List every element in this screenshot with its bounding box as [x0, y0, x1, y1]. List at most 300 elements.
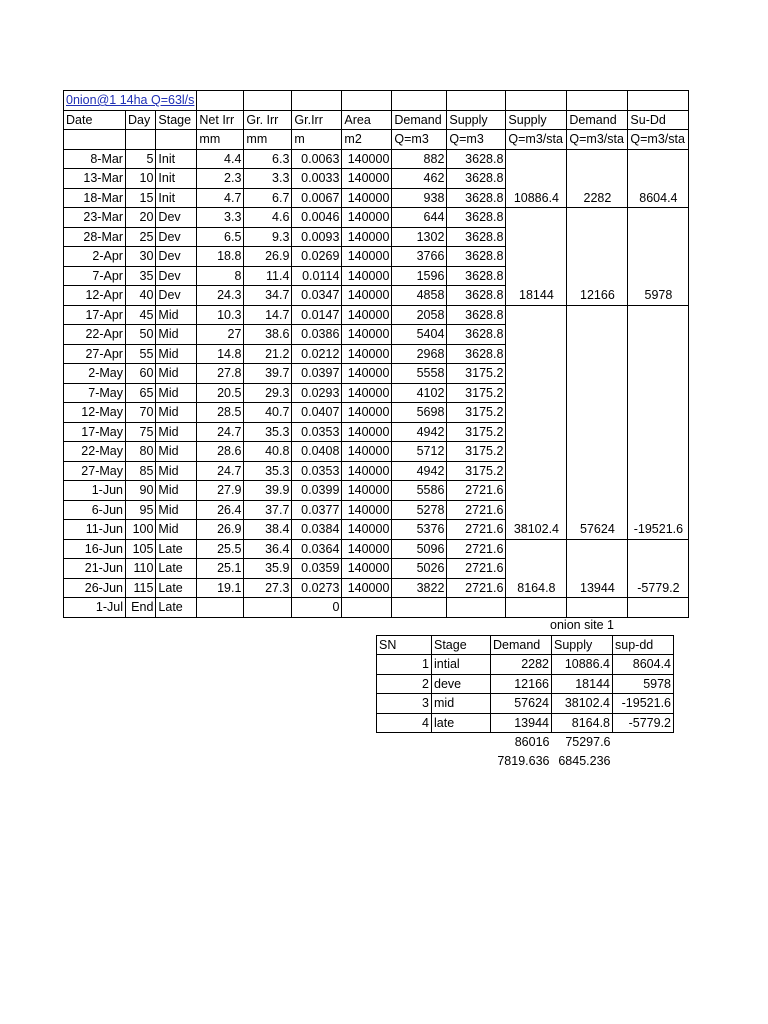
data-cell: 14.8 [197, 344, 244, 364]
data-cell: 3175.2 [447, 383, 506, 403]
data-cell: 5278 [392, 500, 447, 520]
data-cell: 3766 [392, 247, 447, 267]
data-cell: 140000 [342, 344, 392, 364]
summary-cell: intial [432, 655, 491, 675]
empty-cell [447, 91, 506, 111]
data-cell: 55 [125, 344, 155, 364]
data-cell: 2058 [392, 305, 447, 325]
data-cell: 1302 [392, 227, 447, 247]
data-cell: Mid [156, 344, 197, 364]
data-cell: 5698 [392, 403, 447, 423]
empty-cell [244, 91, 292, 111]
data-cell: 3.3 [197, 208, 244, 228]
summary-row [377, 674, 674, 694]
data-cell: 3822 [392, 578, 447, 598]
data-cell: 140000 [342, 227, 392, 247]
data-cell: Mid [156, 305, 197, 325]
data-cell: 10.3 [197, 305, 244, 325]
data-cell: 5096 [392, 539, 447, 559]
data-cell: 1-Jun [64, 481, 126, 501]
data-cell: 90 [125, 481, 155, 501]
data-cell: 35.9 [244, 559, 292, 579]
data-cell: 110 [125, 559, 155, 579]
data-cell: 2721.6 [447, 481, 506, 501]
data-cell: 17-May [64, 422, 126, 442]
data-cell: 0 [292, 598, 342, 618]
data-cell: 0.0063 [292, 149, 342, 169]
summary-cell: mid [432, 694, 491, 714]
summary-header: Demand [491, 635, 552, 655]
unit-cell: Q=m3 [447, 130, 506, 150]
data-cell: 0.0347 [292, 286, 342, 306]
data-cell: 3628.8 [447, 169, 506, 189]
data-cell: 11.4 [244, 266, 292, 286]
data-cell: 140000 [342, 559, 392, 579]
data-cell: Late [156, 559, 197, 579]
data-cell: 140000 [342, 169, 392, 189]
data-cell: 12-Apr [64, 286, 126, 306]
column-header: Demand [392, 110, 447, 130]
irrigation-table [63, 90, 689, 618]
data-cell: 24.7 [197, 422, 244, 442]
sheet-title [64, 91, 197, 111]
stage-demand-total: 13944 [567, 539, 628, 598]
summary-cell: 13944 [491, 713, 552, 733]
data-cell: 0.0384 [292, 520, 342, 540]
data-cell: 20 [125, 208, 155, 228]
data-cell: 65 [125, 383, 155, 403]
data-cell: 0.0114 [292, 266, 342, 286]
data-cell: 2721.6 [447, 500, 506, 520]
data-cell: 4942 [392, 422, 447, 442]
data-cell: 50 [125, 325, 155, 345]
data-cell: 140000 [342, 305, 392, 325]
data-cell: 6.3 [244, 149, 292, 169]
data-cell: 4.4 [197, 149, 244, 169]
unit-cell: mm [197, 130, 244, 150]
data-cell: Mid [156, 403, 197, 423]
data-cell: Dev [156, 227, 197, 247]
data-cell: 26.4 [197, 500, 244, 520]
data-cell: 40 [125, 286, 155, 306]
empty-cell [377, 733, 491, 752]
data-cell: 27.8 [197, 364, 244, 384]
column-header: Gr.Irr [292, 110, 342, 130]
unit-cell: Q=m3/sta [567, 130, 628, 150]
data-cell: 26-Jun [64, 578, 126, 598]
unit-cell: Q=m3/sta [506, 130, 567, 150]
data-cell: 8-Mar [64, 149, 126, 169]
data-cell: Dev [156, 247, 197, 267]
data-cell: Mid [156, 442, 197, 462]
data-cell: 140000 [342, 422, 392, 442]
summary-cell: 8164.8 [552, 713, 613, 733]
summary-cell: 2 [377, 674, 432, 694]
data-cell: 3175.2 [447, 422, 506, 442]
data-cell: 35 [125, 266, 155, 286]
data-cell: 27.3 [244, 578, 292, 598]
data-cell: 3628.8 [447, 286, 506, 306]
data-cell: 0.0273 [292, 578, 342, 598]
data-cell: 25 [125, 227, 155, 247]
data-cell: 0.0046 [292, 208, 342, 228]
data-cell: 40.7 [244, 403, 292, 423]
table-row [64, 539, 689, 559]
empty-cell [628, 91, 689, 111]
summary-row [377, 655, 674, 675]
sheet-title-link[interactable]: 0nion@1 14ha Q=63l/s [66, 93, 195, 107]
data-cell [244, 598, 292, 618]
data-cell: 3628.8 [447, 266, 506, 286]
summary-table [376, 616, 674, 770]
data-cell: 140000 [342, 188, 392, 208]
data-cell: 3628.8 [447, 344, 506, 364]
data-cell: 26.9 [244, 247, 292, 267]
data-cell: 140000 [342, 461, 392, 481]
summary-cell: 38102.4 [552, 694, 613, 714]
summary-cell: deve [432, 674, 491, 694]
data-cell: 2-May [64, 364, 126, 384]
data-cell: 70 [125, 403, 155, 423]
data-cell: 29.3 [244, 383, 292, 403]
column-header: Demand [567, 110, 628, 130]
summary-average: 6845.236 [558, 753, 611, 768]
data-cell: 6-Jun [64, 500, 126, 520]
data-cell: 1596 [392, 266, 447, 286]
data-cell: 0.0353 [292, 461, 342, 481]
data-cell: 2721.6 [447, 578, 506, 598]
data-cell: 0.0359 [292, 559, 342, 579]
summary-total-row [377, 733, 674, 752]
data-cell: Init [156, 169, 197, 189]
data-cell: Mid [156, 461, 197, 481]
data-cell: 3628.8 [447, 188, 506, 208]
stage-demand-total: 12166 [567, 208, 628, 306]
stage-supply-total: 38102.4 [506, 305, 567, 539]
column-header: Su-Dd [628, 110, 689, 130]
data-cell: Init [156, 149, 197, 169]
data-cell: 0.0408 [292, 442, 342, 462]
data-cell: 8 [197, 266, 244, 286]
data-cell: 0.0399 [292, 481, 342, 501]
data-cell: 3175.2 [447, 461, 506, 481]
data-cell: 5558 [392, 364, 447, 384]
data-cell: 35.3 [244, 422, 292, 442]
data-cell: 12-May [64, 403, 126, 423]
data-cell: 21-Jun [64, 559, 126, 579]
data-cell: Dev [156, 208, 197, 228]
summary-cell: late [432, 713, 491, 733]
data-cell: Mid [156, 500, 197, 520]
data-cell: 38.6 [244, 325, 292, 345]
empty-cell [377, 616, 491, 635]
summary-average-row [377, 752, 674, 771]
unit-cell [64, 130, 126, 150]
data-cell: 0.0033 [292, 169, 342, 189]
data-cell: 25.5 [197, 539, 244, 559]
data-cell: 0.0386 [292, 325, 342, 345]
data-cell: 20.5 [197, 383, 244, 403]
data-cell [197, 598, 244, 618]
data-cell: Late [156, 578, 197, 598]
stage-surplus-deficit: -5779.2 [628, 539, 689, 598]
data-cell: 4942 [392, 461, 447, 481]
data-cell: 85 [125, 461, 155, 481]
data-cell: Mid [156, 325, 197, 345]
summary-header: Stage [432, 635, 491, 655]
data-cell: 23-Mar [64, 208, 126, 228]
empty-cell [506, 91, 567, 111]
data-cell: 3628.8 [447, 227, 506, 247]
data-cell: 4102 [392, 383, 447, 403]
data-cell: 39.7 [244, 364, 292, 384]
data-cell: 75 [125, 422, 155, 442]
data-cell: 140000 [342, 578, 392, 598]
summary-cell: -5779.2 [613, 713, 674, 733]
data-cell: 28.5 [197, 403, 244, 423]
table-row [64, 305, 689, 325]
data-cell: 2.3 [197, 169, 244, 189]
data-cell: 2721.6 [447, 559, 506, 579]
data-cell: 4.7 [197, 188, 244, 208]
summary-cell: 12166 [491, 674, 552, 694]
summary-header-row [377, 635, 674, 655]
empty-cell [567, 91, 628, 111]
data-cell: 27-Apr [64, 344, 126, 364]
data-cell: 882 [392, 149, 447, 169]
data-cell: Mid [156, 520, 197, 540]
data-cell: 24.3 [197, 286, 244, 306]
summary-cell: 5978 [613, 674, 674, 694]
data-cell: 3628.8 [447, 305, 506, 325]
data-cell: 7-May [64, 383, 126, 403]
empty-cell [567, 598, 628, 618]
stage-supply-total: 18144 [506, 208, 567, 306]
data-cell: 3.3 [244, 169, 292, 189]
stage-supply-total: 8164.8 [506, 539, 567, 598]
data-cell: 30 [125, 247, 155, 267]
data-cell: 36.4 [244, 539, 292, 559]
stage-surplus-deficit: 5978 [628, 208, 689, 306]
summary-header: Supply [552, 635, 613, 655]
data-cell: 3628.8 [447, 149, 506, 169]
data-cell: 5712 [392, 442, 447, 462]
data-cell: 38.4 [244, 520, 292, 540]
stage-supply-total: 10886.4 [506, 149, 567, 208]
data-cell: 0.0353 [292, 422, 342, 442]
table-row [64, 149, 689, 169]
data-cell: 115 [125, 578, 155, 598]
data-cell: 3175.2 [447, 403, 506, 423]
column-header: Date [64, 110, 126, 130]
data-cell: 3175.2 [447, 364, 506, 384]
data-cell: End [125, 598, 155, 618]
empty-cell [377, 752, 491, 771]
data-cell: 45 [125, 305, 155, 325]
data-cell: 0.0397 [292, 364, 342, 384]
summary-total: 86016 [514, 735, 550, 749]
data-cell: 0.0293 [292, 383, 342, 403]
table-row [64, 208, 689, 228]
summary-row [377, 713, 674, 733]
data-cell: 0.0269 [292, 247, 342, 267]
data-cell [392, 598, 447, 618]
data-cell: 0.0212 [292, 344, 342, 364]
data-cell: 4.6 [244, 208, 292, 228]
data-cell: 9.3 [244, 227, 292, 247]
data-cell: 140000 [342, 208, 392, 228]
data-cell: 37.7 [244, 500, 292, 520]
data-cell [342, 598, 392, 618]
data-cell: 462 [392, 169, 447, 189]
summary-average: 7819.636 [497, 753, 550, 768]
summary-title: onion site 1 [550, 618, 614, 632]
data-cell: 39.9 [244, 481, 292, 501]
data-cell: 140000 [342, 247, 392, 267]
empty-cell [292, 91, 342, 111]
data-cell: 0.0067 [292, 188, 342, 208]
stage-surplus-deficit: -19521.6 [628, 305, 689, 539]
summary-cell: 57624 [491, 694, 552, 714]
data-cell: 100 [125, 520, 155, 540]
data-cell: Mid [156, 364, 197, 384]
data-cell: 80 [125, 442, 155, 462]
data-cell: 5 [125, 149, 155, 169]
unit-cell: m [292, 130, 342, 150]
summary-cell: -19521.6 [613, 694, 674, 714]
data-cell: 26.9 [197, 520, 244, 540]
data-cell: 0.0147 [292, 305, 342, 325]
data-cell: 140000 [342, 383, 392, 403]
data-cell: 140000 [342, 364, 392, 384]
data-cell: Mid [156, 422, 197, 442]
data-cell: 19.1 [197, 578, 244, 598]
stage-surplus-deficit: 8604.4 [628, 149, 689, 208]
data-cell: 5404 [392, 325, 447, 345]
data-cell: 140000 [342, 500, 392, 520]
summary-cell: 1 [377, 655, 432, 675]
data-cell: 1-Jul [64, 598, 126, 618]
data-cell: 40.8 [244, 442, 292, 462]
data-cell: 28-Mar [64, 227, 126, 247]
data-cell: Mid [156, 481, 197, 501]
data-cell: 28.6 [197, 442, 244, 462]
data-cell: 25.1 [197, 559, 244, 579]
data-cell: 3628.8 [447, 247, 506, 267]
data-cell: 3175.2 [447, 442, 506, 462]
data-cell: 140000 [342, 481, 392, 501]
data-cell: 13-Mar [64, 169, 126, 189]
data-cell: 0.0407 [292, 403, 342, 423]
data-cell: 140000 [342, 442, 392, 462]
data-cell: 140000 [342, 266, 392, 286]
data-cell: 15 [125, 188, 155, 208]
data-cell: 11-Jun [64, 520, 126, 540]
data-cell: 140000 [342, 539, 392, 559]
stage-demand-total: 2282 [567, 149, 628, 208]
data-cell: Dev [156, 266, 197, 286]
data-cell: 34.7 [244, 286, 292, 306]
data-cell: 17-Apr [64, 305, 126, 325]
unit-cell: Q=m3/sta [628, 130, 689, 150]
data-cell: Mid [156, 383, 197, 403]
data-cell: Late [156, 539, 197, 559]
summary-cell: 18144 [552, 674, 613, 694]
data-cell: 4858 [392, 286, 447, 306]
data-cell: 2-Apr [64, 247, 126, 267]
data-cell: 27.9 [197, 481, 244, 501]
data-cell: 2968 [392, 344, 447, 364]
empty-cell [392, 91, 447, 111]
data-cell: 14.7 [244, 305, 292, 325]
data-cell: 140000 [342, 325, 392, 345]
column-header: Day [125, 110, 155, 130]
data-cell: 2721.6 [447, 520, 506, 540]
unit-cell: mm [244, 130, 292, 150]
header-row [64, 110, 689, 130]
data-cell: 27-May [64, 461, 126, 481]
summary-cell: 2282 [491, 655, 552, 675]
empty-cell [613, 733, 674, 752]
data-cell: 22-May [64, 442, 126, 462]
data-cell: Late [156, 598, 197, 618]
data-cell: 0.0364 [292, 539, 342, 559]
data-cell: 24.7 [197, 461, 244, 481]
data-cell: 0.0093 [292, 227, 342, 247]
empty-cell [197, 91, 244, 111]
data-cell: 140000 [342, 149, 392, 169]
data-cell: 140000 [342, 520, 392, 540]
data-cell: 16-Jun [64, 539, 126, 559]
table-row [64, 598, 689, 618]
data-cell: 18-Mar [64, 188, 126, 208]
summary-cell: 10886.4 [552, 655, 613, 675]
unit-cell: m2 [342, 130, 392, 150]
data-cell: 5026 [392, 559, 447, 579]
units-row [64, 130, 689, 150]
column-header: Net Irr [197, 110, 244, 130]
summary-title-row [377, 616, 674, 635]
data-cell: 95 [125, 500, 155, 520]
column-header: Gr. Irr [244, 110, 292, 130]
data-cell: 18.8 [197, 247, 244, 267]
data-cell: 140000 [342, 286, 392, 306]
data-cell: 7-Apr [64, 266, 126, 286]
unit-cell: Q=m3 [392, 130, 447, 150]
empty-cell [506, 598, 567, 618]
data-cell: 60 [125, 364, 155, 384]
data-cell: 5586 [392, 481, 447, 501]
summary-cell: 4 [377, 713, 432, 733]
summary-cell: 3 [377, 694, 432, 714]
data-cell: 27 [197, 325, 244, 345]
summary-total: 75297.6 [565, 735, 611, 749]
data-cell: 3628.8 [447, 208, 506, 228]
empty-cell [342, 91, 392, 111]
data-cell: 938 [392, 188, 447, 208]
data-cell: 21.2 [244, 344, 292, 364]
data-cell: Dev [156, 286, 197, 306]
stage-demand-total: 57624 [567, 305, 628, 539]
data-cell: 5376 [392, 520, 447, 540]
summary-row [377, 694, 674, 714]
data-cell: 2721.6 [447, 539, 506, 559]
data-cell: 0.0377 [292, 500, 342, 520]
column-header: Supply [447, 110, 506, 130]
summary-header: SN [377, 635, 432, 655]
data-cell: 644 [392, 208, 447, 228]
data-cell: 35.3 [244, 461, 292, 481]
